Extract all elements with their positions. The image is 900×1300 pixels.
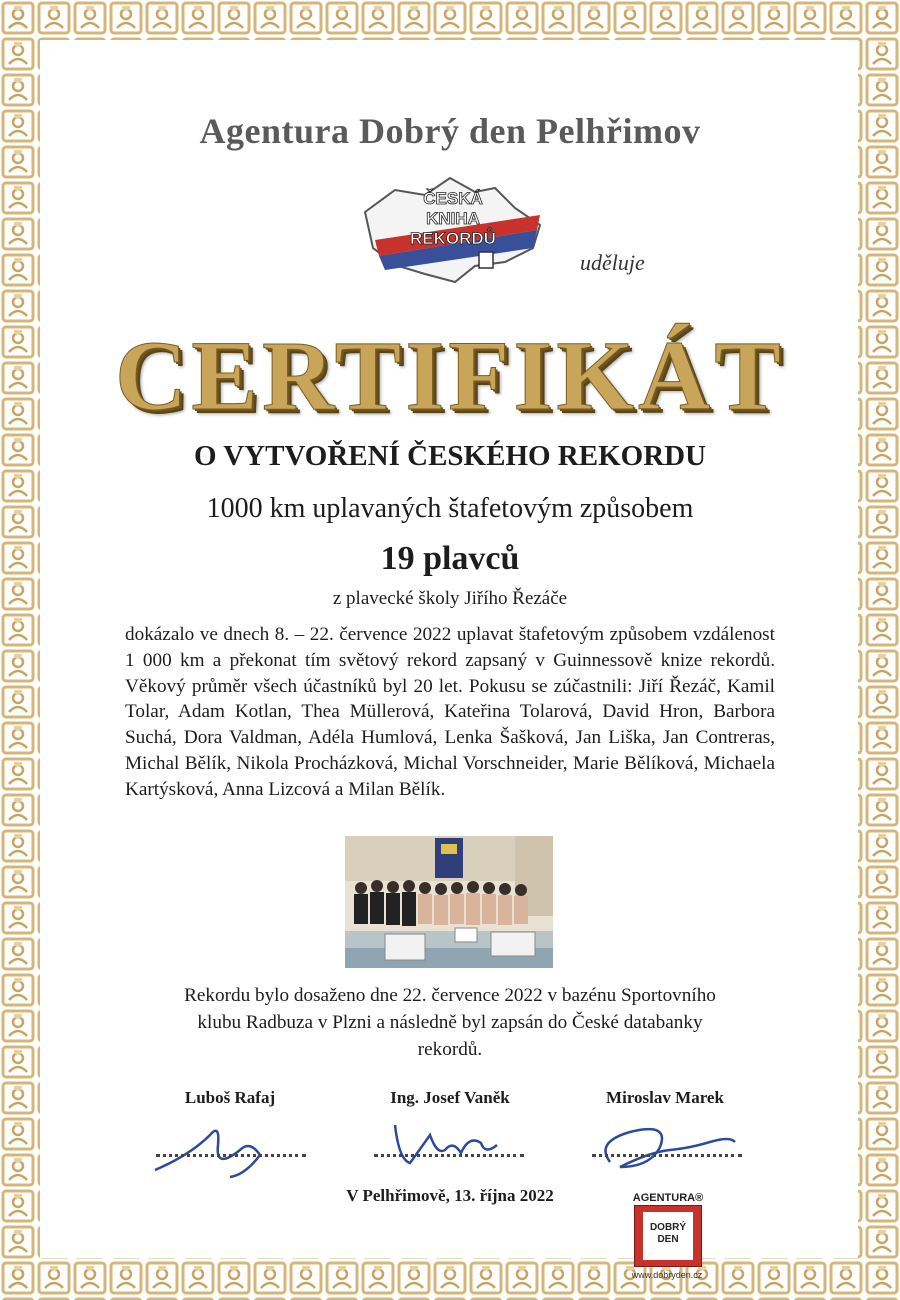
czech-book-of-records-logo	[355, 170, 550, 290]
signer-3-name: Miroslav Marek	[606, 1088, 724, 1107]
logo-line-2: KNIHA	[426, 209, 480, 228]
certificate-subtitle: O VYTVOŘENÍ ČESKÉHO REKORDU	[193, 440, 707, 472]
agency-logo-label: AGENTURA®	[632, 1192, 704, 1204]
record-description: dokázalo ve dnech 8. – 22. července 2022 uplavat štafetovým způsobem vzdálenost 1 000 km a překonat tím světový rekord zapsaný v Guinnessově knize rekordů. Věkový průměr všech účastníků byl 20 let. Pokusu se zúčastnili: Jiří Řezáč, Kamil Tolar, Adam Kotlan, Thea Müllerová, Kateřina Tolarová, David Hron, Barbora Suchá, Dora Valdman, Adéla Humlová, Lenka Šašková, Jan Liška, Jan Contreras, Michal Bělík, Nikola Procházková, Michal Vorschneider, Marie Bělíková, Michaela Kartýsková, Anna Lizcová a Milan Bělík.	[125, 624, 775, 800]
signature-line-2	[374, 1154, 524, 1157]
school-name: z plavecké školy Jiřího Řezáče	[332, 588, 568, 609]
signature-line-3	[592, 1154, 742, 1157]
agency-url: www.dobryden.cz	[631, 1270, 703, 1280]
logo-line-1: ČESKÁ	[423, 189, 483, 208]
swimmer-count: 19 plavců	[380, 540, 520, 577]
group-photo	[345, 836, 553, 968]
grants-text: uděluje	[580, 250, 645, 275]
signature-line-1	[156, 1154, 306, 1157]
signature-1	[150, 1115, 280, 1185]
place-and-date: V Pelhřimově, 13. října 2022	[346, 1186, 554, 1205]
agency-logo-inner-text: DOBRÝ DEN	[643, 1212, 693, 1260]
record-closing-text: Rekordu bylo dosaženo dne 22. července 2022 v bazénu Sportovního klubu Radbuza v Plzni a následně byl zapsán do České databanky rekordů.	[184, 985, 716, 1060]
agency-logo	[634, 1205, 702, 1267]
agency-heading: Agentura Dobrý den Pelhřimov	[199, 111, 701, 151]
certificate-title: CERTIFIKÁT	[115, 320, 785, 431]
record-name: 1000 km uplavaných štafetovým způsobem	[206, 493, 694, 524]
signer-1-name: Luboš Rafaj	[184, 1088, 276, 1107]
signature-3	[590, 1112, 740, 1182]
logo-line-3: REKORDŮ	[410, 229, 496, 248]
signer-2-name: Ing. Josef Vaněk	[390, 1088, 510, 1107]
signature-2	[385, 1115, 505, 1175]
